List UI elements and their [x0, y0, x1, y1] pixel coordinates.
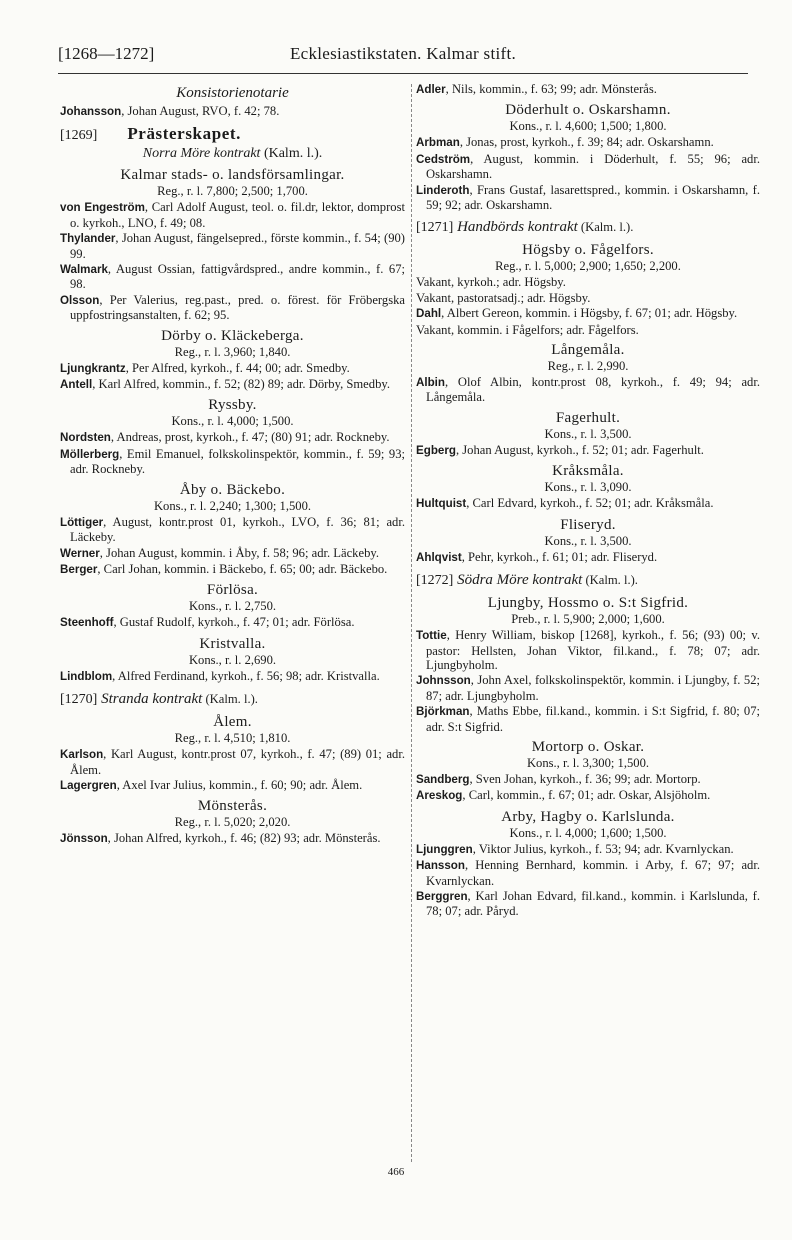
- entry-text: , Emil Emanuel, folkskolinspektör, kommin., f. 59; 93; adr. Rockneby.: [70, 446, 405, 477]
- contract-name: Södra Möre kontrakt: [457, 572, 583, 589]
- entry: [416, 323, 760, 337]
- contract-name: Handbörds kontrakt: [457, 219, 578, 236]
- entry-text: , Per Valerius, reg.past., pred. o. förest. för Fröbergska uppfostringsanstalten, f. 62; 95.: [70, 292, 405, 323]
- entry: [416, 550, 760, 565]
- entry: [416, 291, 760, 305]
- entry: [60, 747, 405, 777]
- parish-details: Reg., r. l. 5,020; 2,020.: [174, 815, 291, 830]
- parish-details: Kons., r. l. 3,500.: [544, 533, 632, 548]
- entry-text: , Axel Ivar Julius, kommin., f. 60; 90; adr. Ålem.: [116, 777, 363, 792]
- entry-surname: Berger: [60, 562, 98, 576]
- contract-region: (Kalm. l.).: [202, 692, 258, 707]
- parish-details: Reg., r. l. 4,510; 1,810.: [174, 731, 291, 746]
- contract-region: (Kalm. l.).: [260, 146, 323, 162]
- entry-surname: Ahlqvist: [416, 550, 462, 564]
- entry-surname: von Engeström: [60, 201, 145, 215]
- entry-text: Vakant, pastoratsadj.; adr. Högsby.: [416, 290, 591, 305]
- contract-region: (Kalm. l.).: [582, 573, 638, 588]
- entry-surname: Thylander: [60, 232, 116, 246]
- entry-surname: Berggren: [416, 889, 468, 903]
- parish-heading: Ljungby, Hossmo o. S:t Sigfrid.: [487, 595, 689, 612]
- entry-text: , Olof Albin, kontr.prost 08, kyrkoh., f. 49; 94; adr. Långemåla.: [426, 375, 760, 405]
- page-header: [58, 44, 748, 70]
- section-number: [1269]: [60, 128, 98, 144]
- parish-heading: Mönsterås.: [197, 798, 268, 815]
- entry-text: , Per Alfred, kyrkoh., f. 44; 00; adr. Smedby.: [125, 360, 350, 375]
- entry: [60, 104, 405, 119]
- entry-text: , Karl Johan Edvard, fil.kand., kommin. i Karlslunda, f. 78; 07; adr. Påryd.: [426, 888, 760, 919]
- contract-name: Norra Möre kontrakt: [142, 146, 261, 162]
- entry-surname: Ljungkrantz: [60, 361, 126, 375]
- entry: [60, 231, 405, 261]
- entry-surname: Adler: [416, 83, 446, 96]
- entry-text: , Karl Alfred, kommin., f. 52; (82) 89; adr. Dörby, Smedby.: [92, 377, 390, 392]
- parish-details: Reg., r. l. 2,990.: [547, 359, 629, 374]
- entry-surname: Jönsson: [60, 832, 108, 846]
- parish-heading: Kråksmåla.: [552, 463, 624, 480]
- entry-surname: Olsson: [60, 293, 100, 307]
- entry-text: , Maths Ebbe, fil.kand., kommin. i S:t Sigfrid, f. 80; 07; adr. S:t Sigfrid.: [426, 704, 760, 734]
- entry-text: , Nils, kommin., f. 63; 99; adr. Mönsterås.: [445, 82, 657, 96]
- entry: [60, 447, 405, 477]
- page-title: Ecklesiastikstaten. Kalmar stift.: [289, 44, 517, 63]
- section-number: [1271]: [416, 220, 454, 236]
- entry-text: , August, kommin. i Döderhult, f. 55; 96; adr. Oskarshamn.: [426, 151, 760, 182]
- entry-text: , Viktor Julius, kyrkoh., f. 53; 94; adr. Kvarnlyckan.: [472, 841, 734, 856]
- contract-region: (Kalm. l.).: [577, 220, 634, 235]
- entry: [60, 361, 405, 376]
- entry-surname: Antell: [60, 378, 93, 392]
- entry-surname: Johansson: [60, 105, 122, 118]
- entry-text: , Albert Gereon, kommin. i Högsby, f. 67; 01; adr. Högsby.: [441, 306, 738, 321]
- entry: [60, 831, 405, 846]
- entry-surname: Ljunggren: [416, 842, 473, 856]
- section-heading: Konsistorienotarie: [176, 85, 289, 101]
- entry: [60, 546, 405, 561]
- entry-surname: Nordsten: [60, 431, 111, 445]
- entry-text: , Pehr, kyrkoh., f. 61; 01; adr. Fliseryd.: [461, 549, 658, 564]
- parish-heading: Döderhult o. Oskarshamn.: [505, 102, 671, 119]
- entry-text: , Johan August, kommin. i Åby, f. 58; 96; adr. Läckeby.: [99, 545, 379, 560]
- entry-surname: Löttiger: [60, 515, 104, 529]
- entry-text: , Sven Johan, kyrkoh., f. 36; 99; adr. Mortorp.: [469, 771, 701, 786]
- entry-surname: Björkman: [416, 705, 470, 719]
- entry-surname: Dahl: [416, 307, 442, 321]
- entry-text: , Gustaf Rudolf, kyrkoh., f. 47; 01; adr. Förlösa.: [113, 615, 355, 630]
- parish-heading: Arby, Hagby o. Karlslunda.: [501, 808, 675, 825]
- entry-text: Vakant, kyrkoh.; adr. Högsby.: [416, 275, 566, 290]
- entry-surname: Werner: [60, 546, 100, 560]
- parish-heading: Kristvalla.: [199, 635, 266, 652]
- parish-details: Kons., r. l. 3,090.: [544, 480, 632, 495]
- entry-text: , Jonas, prost, kyrkoh., f. 39; 84; adr. Oskarshamn.: [459, 135, 714, 150]
- entry: [416, 788, 760, 803]
- contract-heading: [416, 571, 760, 590]
- parish-details: Kons., r. l. 4,600; 1,500; 1,800.: [509, 119, 667, 134]
- section-title: Prästerskapet.: [127, 124, 242, 144]
- parish-details: Kons., r. l. 2,690.: [188, 652, 277, 667]
- parish-heading: Långemåla.: [551, 342, 625, 359]
- entry: [60, 562, 405, 577]
- entry: [60, 377, 405, 392]
- entry-text: , Johan August, RVO, f. 42; 78.: [121, 104, 280, 118]
- entry-surname: Cedström: [416, 152, 471, 166]
- entry: [416, 183, 760, 213]
- parish-details: Preb., r. l. 5,900; 2,000; 1,600.: [511, 612, 665, 627]
- page-range: [1268—1272]: [58, 44, 155, 63]
- entry-text: , Andreas, prost, kyrkoh., f. 47; (80) 91; adr. Rockneby.: [110, 430, 390, 445]
- entry: [60, 262, 405, 292]
- parish-heading: Mortorp o. Oskar.: [531, 738, 645, 755]
- entry-text: , August, kontr.prost 01, kyrkoh., LVO, f. 36; 81; adr. Läckeby.: [70, 514, 405, 545]
- entry-surname: Tottie: [416, 629, 447, 643]
- parish-heading: Förlösa.: [206, 582, 259, 599]
- parish-details: Kons., r. l. 3,500.: [544, 426, 632, 441]
- parish-heading: Kalmar stads- o. landsförsamlingar.: [120, 167, 345, 184]
- entry-surname: Arbman: [416, 136, 460, 150]
- entry: [416, 772, 760, 787]
- section-number: [1272]: [416, 573, 454, 589]
- parish-details: Kons., r. l. 3,300; 1,500.: [526, 755, 650, 770]
- column-divider: [411, 84, 412, 1162]
- entry-surname: Egberg: [416, 443, 456, 457]
- entry: [60, 200, 405, 230]
- contract-heading: [416, 218, 760, 237]
- entry: [416, 842, 760, 857]
- entry-text: , Johan August, kyrkoh., f. 52; 01; adr. Fagerhult.: [455, 442, 704, 457]
- entry: [416, 628, 760, 672]
- entry: [416, 704, 760, 734]
- entry-text: , Henry William, biskop [1268], kyrkoh., f. 56; (93) 00; v. pastor: Hellsten, Johan Viktor, fil.kand., f. 78; 07; adr. Ljungbyholm.: [426, 628, 760, 672]
- entry-text: , August Ossian, fattigvårdspred., andre kommin., f. 67; 98.: [70, 262, 405, 292]
- section-number: [1270]: [60, 692, 98, 708]
- entry-surname: Lindblom: [60, 669, 113, 683]
- parish-heading: Fliseryd.: [560, 516, 616, 533]
- entry-surname: Hansson: [416, 859, 465, 873]
- parish-heading: Åby o. Bäckebo.: [179, 481, 286, 498]
- entry-text: , Carl, kommin., f. 67; 01; adr. Oskar, Alsjöholm.: [462, 788, 711, 803]
- parish-heading: Ålem.: [213, 714, 252, 731]
- parish-details: Kons., r. l. 2,240; 1,300; 1,500.: [153, 498, 312, 513]
- entry-surname: Johnsson: [416, 674, 471, 688]
- entry-surname: Walmark: [60, 263, 108, 277]
- section-heading: [60, 125, 405, 145]
- entry-surname: Sandberg: [416, 772, 470, 786]
- entry: [416, 496, 760, 511]
- entry-text: , Carl Edvard, kyrkoh., f. 52; 01; adr. Kråksmåla.: [466, 496, 714, 511]
- entry: [416, 82, 760, 97]
- page-number: 466: [387, 1166, 405, 1178]
- entry-text: , Alfred Ferdinand, kyrkoh., f. 56; 98; adr. Kristvalla.: [112, 668, 380, 683]
- entry: [416, 275, 760, 289]
- entry: [416, 135, 760, 150]
- entry: [416, 306, 760, 321]
- entry-text: , Johan Alfred, kyrkoh., f. 46; (82) 93; adr. Mönsterås.: [107, 831, 381, 846]
- entry: [60, 778, 405, 793]
- parish-details: Reg., r. l. 3,960; 1,840.: [174, 344, 291, 359]
- parish-heading: Ryssby.: [208, 397, 257, 414]
- parish-details: Kons., r. l. 4,000; 1,600; 1,500.: [509, 825, 667, 840]
- parish-heading: Dörby o. Kläckeberga.: [161, 327, 304, 344]
- header-rule: [58, 73, 748, 74]
- entry-surname: Areskog: [416, 789, 463, 803]
- entry-surname: Steenhoff: [60, 616, 114, 630]
- entry-text: , Henning Bernhard, kommin. i Arby, f. 67; 97; adr. Kvarnlyckan.: [426, 858, 760, 888]
- entry: [60, 615, 405, 630]
- entry-surname: Hultquist: [416, 497, 467, 511]
- left-column: [60, 82, 405, 848]
- entry-text: , Carl Adolf August, teol. o. fil.dr, lektor, domprost o. kyrkoh., LNO, f. 49; 08.: [70, 200, 405, 230]
- entry-surname: Möllerberg: [60, 447, 120, 461]
- entry: [60, 515, 405, 545]
- entry-text: , Carl Johan, kommin. i Bäckebo, f. 65; 00; adr. Bäckebo.: [97, 561, 388, 576]
- entry: [416, 673, 760, 703]
- entry: [416, 443, 760, 458]
- parish-details: Reg., r. l. 5,000; 2,900; 1,650; 2,200.: [495, 259, 681, 274]
- entry: [416, 858, 760, 888]
- parish-heading: Högsby o. Fågelfors.: [522, 242, 654, 259]
- entry-text: , Frans Gustaf, lasarettspred., kommin. i Oskarshamn, f. 59; 92; adr. Oskarshamn.: [426, 182, 760, 213]
- entry: [60, 669, 405, 684]
- entry: [416, 889, 760, 919]
- entry: [416, 152, 760, 182]
- entry: [60, 293, 405, 323]
- entry-text: Vakant, kommin. i Fågelfors; adr. Fågelfors.: [416, 322, 639, 337]
- parish-details: Kons., r. l. 2,750.: [188, 599, 277, 614]
- entry-surname: Linderoth: [416, 183, 470, 197]
- entry-surname: Lagergren: [60, 778, 117, 792]
- contract-heading: [60, 146, 405, 162]
- entry: [416, 375, 760, 405]
- contract-name: Stranda kontrakt: [101, 691, 203, 708]
- parish-details: Kons., r. l. 4,000; 1,500.: [171, 414, 294, 429]
- entry-surname: Karlson: [60, 748, 104, 762]
- parish-details: Reg., r. l. 7,800; 2,500; 1,700.: [157, 184, 308, 199]
- right-column: [416, 82, 760, 920]
- entry-text: , John Axel, folkskolinspektör, kommin. i Ljungby, f. 52; 87; adr. Ljungbyholm.: [426, 673, 760, 703]
- parish-heading: Fagerhult.: [555, 409, 621, 426]
- entry-text: , Johan August, fängelsepred., förste kommin., f. 54; (90) 99.: [70, 231, 405, 261]
- entry-surname: Albin: [416, 376, 445, 390]
- entry-text: , Karl August, kontr.prost 07, kyrkoh., f. 47; (89) 01; adr. Ålem.: [70, 747, 405, 777]
- contract-heading: [60, 690, 405, 709]
- entry: [60, 430, 405, 445]
